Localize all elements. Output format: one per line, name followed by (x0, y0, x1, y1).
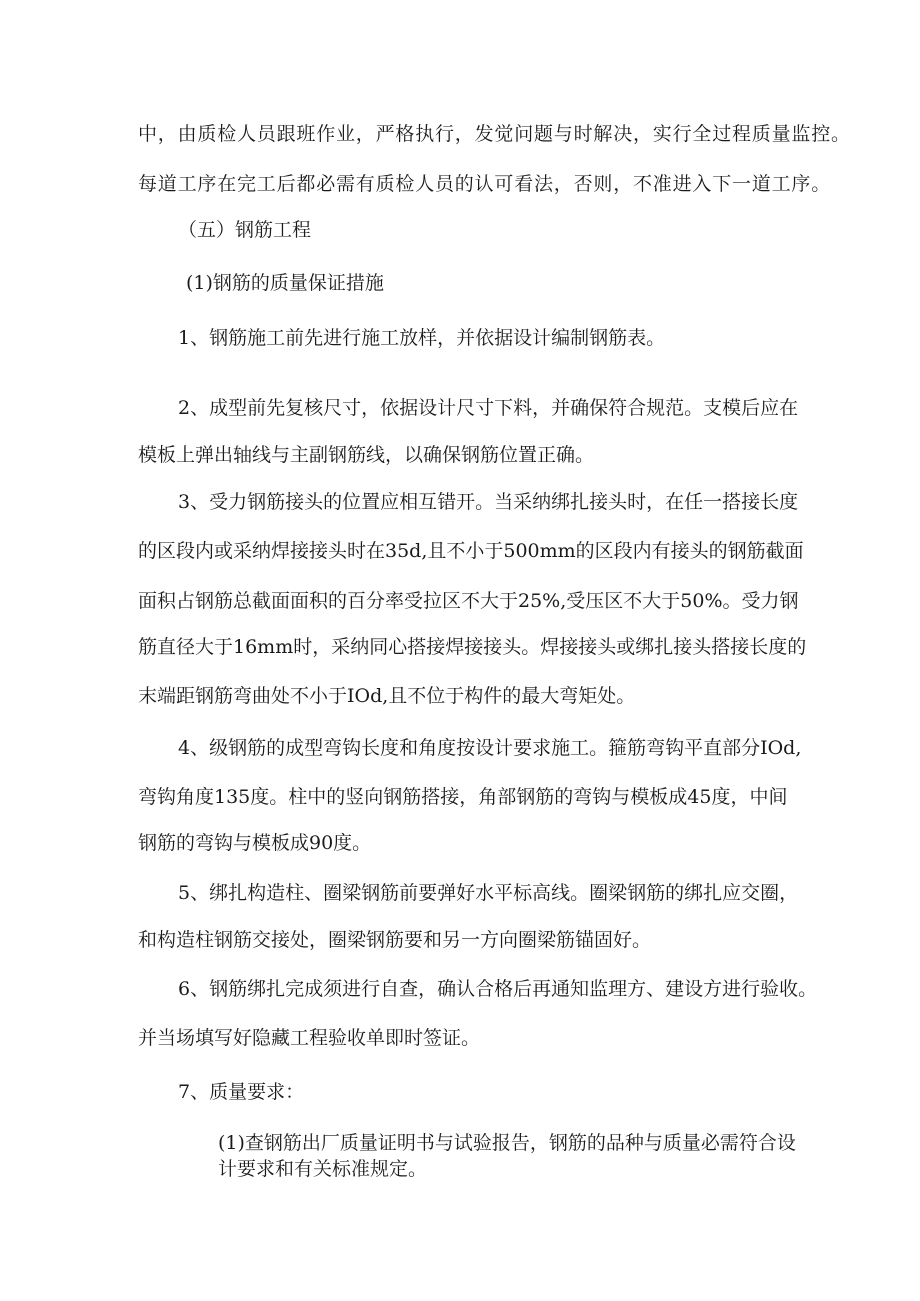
quality-requirement-item: (1)查钢筋出厂质量证明书与试验报告，钢筋的品种与质量必需符合设 (218, 1132, 796, 1154)
paragraph-line: 末端距钢筋弯曲处不小于IOd,且不位于构件的最大弯矩处。 (138, 685, 636, 707)
section-heading: （五）钢筋工程 (178, 219, 312, 241)
list-item-6: 6、钢筋绑扎完成须进行自查，确认合格后再通知监理方、建设方进行验收。 (178, 978, 818, 1000)
paragraph-line: 筋直径大于16mm时，采纳同心搭接焊接接头。焊接接头或绑扎接头搭接长度的 (138, 636, 807, 658)
paragraph-line: 并当场填写好隐藏工程验收单即时签证。 (138, 1027, 481, 1049)
subsection-heading: (1)钢筋的质量保证措施 (186, 272, 384, 294)
list-item-2: 2、成型前先复核尺寸，依据设计尺寸下料，并确保符合规范。支模后应在 (178, 397, 799, 419)
paragraph-line: 的区段内或采纳焊接接头时在35d,且不小于500mm的区段内有接头的钢筋截面 (138, 540, 804, 562)
list-item-3: 3、受力钢筋接头的位置应相互错开。当采纳绑扎接头时，在任一搭接长度 (178, 491, 799, 513)
paragraph-line: 钢筋的弯钩与模板成90度。 (138, 832, 372, 854)
list-item-4: 4、级钢筋的成型弯钩长度和角度按设计要求施工。箍筋弯钩平直部分IOd, (178, 737, 802, 759)
paragraph-line: 和构造柱钢筋交接处，圈梁钢筋要和另一方向圈梁筋锚固好。 (138, 929, 652, 951)
list-item-5: 5、绑扎构造柱、圈梁钢筋前要弹好水平标高线。圈梁钢筋的绑扎应交圈， (178, 882, 799, 904)
list-item-7: 7、质量要求： (178, 1081, 305, 1103)
list-item-1: 1、钢筋施工前先进行施工放样，并依据设计编制钢筋表。 (178, 327, 666, 349)
paragraph-line: 面积占钢筋总截面面积的百分率受拉区不大于25%,受压区不大于50%。受力钢 (138, 590, 799, 612)
paragraph-line: 中，由质检人员跟班作业，严格执行，发觉问题与时解决，实行全过程质量监控。 (138, 123, 851, 145)
paragraph-line: 模板上弹出轴线与主副钢筋线，以确保钢筋位置正确。 (138, 444, 595, 466)
paragraph-line: 弯钩角度135度。柱中的竖向钢筋搭接，角部钢筋的弯钩与模板成45度，中间 (138, 786, 788, 808)
paragraph-line: 计要求和有关标准规定。 (218, 1158, 428, 1180)
paragraph-line: 每道工序在完工后都必需有质检人员的认可看法，否则，不准进入下一道工序。 (138, 173, 832, 195)
